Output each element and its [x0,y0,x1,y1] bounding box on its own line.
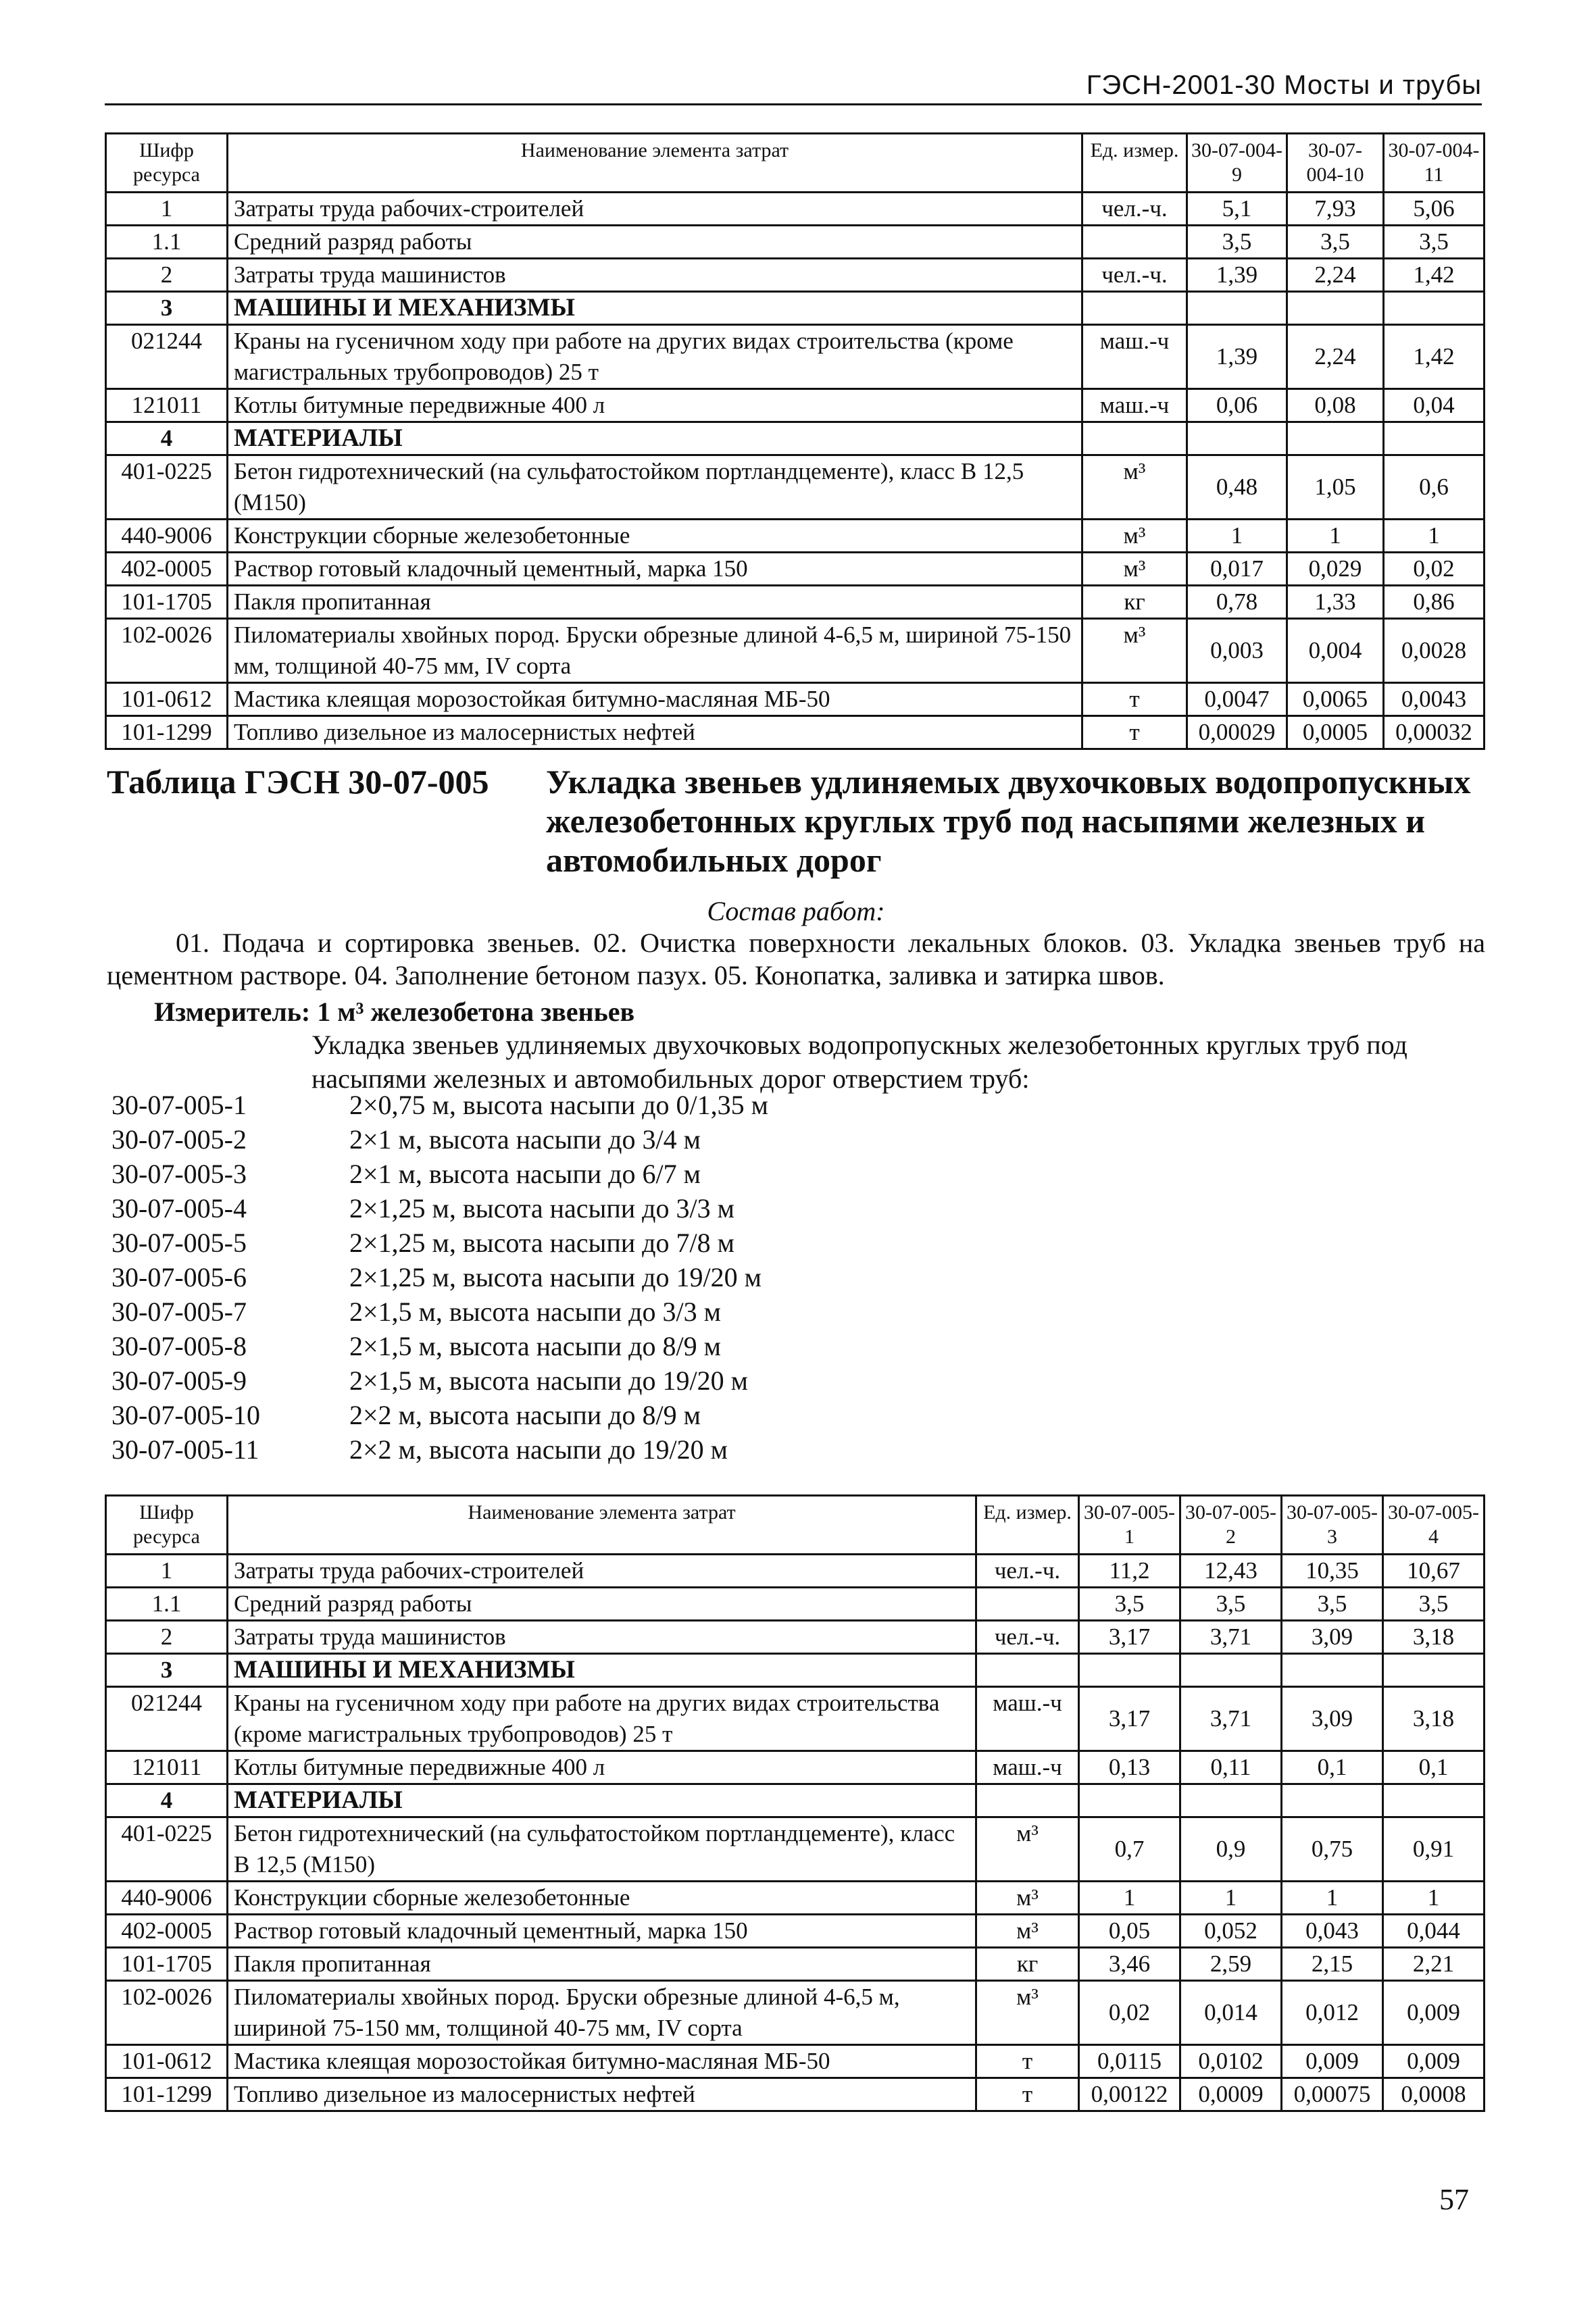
resource-code: 4 [106,1784,228,1817]
resource-code: 1 [106,1555,228,1588]
resource-value [1180,1784,1282,1817]
resource-name: МАТЕРИАЛЫ [228,1784,976,1817]
table-row [106,2078,1485,2111]
resource-value: 0,017 [1187,553,1287,586]
resource-unit: чел.-ч. [976,1555,1079,1588]
resource-code: 1.1 [106,226,228,259]
resource-name: Бетон гидротехнический (на сульфатостойком портландцементе), класс В 12,5 (М150) [228,1817,976,1882]
header-col: 30-07-004-11 [1384,134,1485,193]
resource-value: 0,00032 [1384,716,1485,749]
resource-unit: чел.-ч. [976,1621,1079,1654]
header-col: 30-07-005-2 [1180,1496,1282,1555]
resource-name: Пиломатериалы хвойных пород. Бруски обрезные длиной 4-6,5 м, шириной 75-150 мм, толщиной 40-75 мм, IV сорта [228,619,1082,683]
resource-value: 0,08 [1287,389,1384,422]
running-header: ГЭСН-2001-30 Мосты и трубы [105,70,1482,105]
resource-value: 1,42 [1384,325,1485,389]
resource-unit [1082,422,1187,455]
resource-table-005 [105,1494,1485,2112]
resource-value: 0,11 [1180,1751,1282,1784]
variant-desc: 2×1 м, высота насыпи до 3/4 м [349,1124,701,1155]
resource-value: 0,00075 [1282,2078,1383,2111]
resource-code: 3 [106,1654,228,1687]
resource-value [1079,1654,1180,1687]
resource-value: 0,91 [1383,1817,1485,1882]
resource-unit: т [1082,683,1187,716]
table-row [106,619,1485,683]
resource-value [1187,422,1287,455]
resource-value: 0,009 [1383,1981,1485,2045]
resource-value: 0,6 [1384,455,1485,520]
resource-value: 0,1 [1282,1751,1383,1784]
table-row [106,716,1485,749]
table-row [106,1621,1485,1654]
table-header-row [106,134,1485,193]
resource-unit: кг [976,1948,1079,1981]
table-row [106,389,1485,422]
table-row [106,1751,1485,1784]
resource-value: 3,5 [1187,226,1287,259]
resource-unit: маш.-ч [976,1687,1079,1751]
measurement-unit [107,996,634,1028]
resource-code: 121011 [106,389,228,422]
table-row [106,422,1485,455]
resource-value: 0,0005 [1287,716,1384,749]
resource-value: 1 [1383,1882,1485,1915]
resource-value: 0,00029 [1187,716,1287,749]
resource-code: 401-0225 [106,455,228,520]
table-row [106,325,1485,389]
variant-desc: 2×1,25 м, высота насыпи до 7/8 м [349,1228,734,1258]
resource-code: 2 [106,259,228,292]
resource-unit: т [1082,716,1187,749]
resource-value: 0,003 [1187,619,1287,683]
resource-unit: м³ [976,1981,1079,2045]
resource-value: 0,02 [1079,1981,1180,2045]
resource-code: 021244 [106,325,228,389]
resource-value: 11,2 [1079,1555,1180,1588]
resource-name: Топливо дизельное из малосернистых нефтей [228,2078,976,2111]
resource-value: 0,0065 [1287,683,1384,716]
resource-value: 1,42 [1384,259,1485,292]
variant-code: 30-07-005-9 [111,1365,247,1396]
resource-value [1282,1654,1383,1687]
table-row [106,1882,1485,1915]
works-heading: Состав работ: [707,896,885,926]
resource-name: Конструкции сборные железобетонные [228,1882,976,1915]
resource-value [1383,1784,1485,1817]
resource-value: 0,012 [1282,1981,1383,2045]
resource-value: 0,48 [1187,455,1287,520]
resource-unit [1082,226,1187,259]
resource-name: Конструкции сборные железобетонные [228,520,1082,553]
resource-code: 101-1299 [106,2078,228,2111]
resource-value: 3,18 [1383,1687,1485,1751]
header-code: Шифр ресурса [106,134,228,193]
intro-text: Укладка звеньев удлиняемых двухочковых водопропускных железобетонных круглых труб под насыпями железных и автомобильных дорог отверстием труб: [311,1030,1407,1094]
variant-code: 30-07-005-7 [111,1297,247,1327]
resource-value: 3,09 [1282,1621,1383,1654]
resource-value: 3,46 [1079,1948,1180,1981]
table-row [106,683,1485,716]
resource-code: 2 [106,1621,228,1654]
resource-value: 2,21 [1383,1948,1485,1981]
header-name: Наименование элемента затрат [228,134,1082,193]
resource-value: 3,5 [1180,1588,1282,1621]
resource-unit: м³ [976,1915,1079,1948]
resource-code: 101-1705 [106,1948,228,1981]
header-code: Шифр ресурса [106,1496,228,1555]
resource-name: Затраты труда машинистов [228,1621,976,1654]
resource-unit: чел.-ч. [1082,193,1187,226]
variant-desc: 2×1,5 м, высота насыпи до 3/3 м [349,1297,721,1327]
resource-code: 401-0225 [106,1817,228,1882]
resource-value: 0,0028 [1384,619,1485,683]
resource-value: 7,93 [1287,193,1384,226]
resource-unit [976,1784,1079,1817]
resource-value: 2,24 [1287,325,1384,389]
resource-value: 10,67 [1383,1555,1485,1588]
resource-value: 3,71 [1180,1621,1282,1654]
resource-code: 121011 [106,1751,228,1784]
resource-unit: чел.-ч. [1082,259,1187,292]
table-row [106,1948,1485,1981]
resource-value: 2,15 [1282,1948,1383,1981]
resource-code: 440-9006 [106,1882,228,1915]
resource-value: 5,1 [1187,193,1287,226]
header-name: Наименование элемента затрат [228,1496,976,1555]
variant-desc: 2×1,5 м, высота насыпи до 8/9 м [349,1331,721,1361]
table-header-row [106,1496,1485,1555]
resource-value: 10,35 [1282,1555,1383,1588]
resource-unit: м³ [1082,553,1187,586]
resource-value: 3,71 [1180,1687,1282,1751]
resource-unit: маш.-ч [1082,389,1187,422]
resource-value [1287,422,1384,455]
variant-desc: 2×1 м, высота насыпи до 6/7 м [349,1159,701,1189]
variant-desc: 2×2 м, высота насыпи до 8/9 м [349,1400,701,1430]
resource-value: 0,75 [1282,1817,1383,1882]
resource-name: Средний разряд работы [228,226,1082,259]
resource-value [1282,1784,1383,1817]
variant-code: 30-07-005-11 [111,1434,259,1465]
resource-unit: т [976,2078,1079,2111]
resource-name: Пакля пропитанная [228,586,1082,619]
resource-name: МАТЕРИАЛЫ [228,422,1082,455]
resource-value: 3,18 [1383,1621,1485,1654]
resource-value: 0,06 [1187,389,1287,422]
resource-value: 0,04 [1384,389,1485,422]
resource-value: 0,78 [1187,586,1287,619]
resource-name: Раствор готовый кладочный цементный, марка 150 [228,553,1082,586]
resource-value: 0,029 [1287,553,1384,586]
resource-unit: м³ [1082,619,1187,683]
variant-code: 30-07-005-6 [111,1262,247,1292]
resource-value: 0,009 [1282,2045,1383,2078]
table-row [106,2045,1485,2078]
resource-code: 402-0005 [106,553,228,586]
header-col: 30-07-004-10 [1287,134,1384,193]
resource-value: 1 [1180,1882,1282,1915]
resource-unit: м³ [976,1817,1079,1882]
resource-code: 102-0026 [106,619,228,683]
variant-desc: 2×0,75 м, высота насыпи до 0/1,35 м [349,1090,768,1120]
resource-value: 0,0009 [1180,2078,1282,2111]
resource-value: 1 [1187,520,1287,553]
table-row [106,1588,1485,1621]
variant-code: 30-07-005-5 [111,1228,247,1258]
resource-name: МАШИНЫ И МЕХАНИЗМЫ [228,1654,976,1687]
table-row [106,1915,1485,1948]
resource-value: 3,5 [1384,226,1485,259]
variant-code: 30-07-005-1 [111,1090,247,1120]
variant-code: 30-07-005-4 [111,1193,247,1224]
resource-value: 1 [1287,520,1384,553]
table-row [106,586,1485,619]
resource-code: 101-0612 [106,683,228,716]
resource-unit [976,1588,1079,1621]
variant-code: 30-07-005-10 [111,1400,260,1430]
table-row [106,292,1485,325]
measurement-unit-text: Измеритель: 1 м³ железобетона звеньев [154,997,635,1027]
resource-value: 1,39 [1187,259,1287,292]
header-col: 30-07-005-4 [1383,1496,1485,1555]
table-row [106,455,1485,520]
resource-value: 1 [1282,1882,1383,1915]
resource-value: 3,09 [1282,1687,1383,1751]
table-title: Укладка звеньев удлиняемых двухочковых водопропускных железобетонных круглых труб под насыпями железных и автомобильных дорог [546,763,1471,879]
resource-value: 3,5 [1383,1588,1485,1621]
variant-desc: 2×2 м, высота насыпи до 19/20 м [349,1434,728,1465]
resource-value: 0,00122 [1079,2078,1180,2111]
resource-unit: кг [1082,586,1187,619]
resource-code: 1.1 [106,1588,228,1621]
resource-value: 1 [1079,1882,1180,1915]
resource-value: 0,1 [1383,1751,1485,1784]
table-row [106,1981,1485,2045]
resource-value [1180,1654,1282,1687]
resource-value [1383,1654,1485,1687]
variant-code: 30-07-005-3 [111,1159,247,1189]
variant-desc: 2×1,25 м, высота насыпи до 19/20 м [349,1262,762,1292]
table-row [106,553,1485,586]
resource-name: Затраты труда рабочих-строителей [228,193,1082,226]
resource-unit [976,1654,1079,1687]
resource-value: 1,39 [1187,325,1287,389]
resource-name: Средний разряд работы [228,1588,976,1621]
resource-unit: м³ [1082,455,1187,520]
variant-desc: 2×1,25 м, высота насыпи до 3/3 м [349,1193,734,1224]
resource-code: 101-1299 [106,716,228,749]
resource-value: 0,052 [1180,1915,1282,1948]
resource-name: Мастика клеящая морозостойкая битумно-масляная МБ-50 [228,683,1082,716]
resource-name: Бетон гидротехнический (на сульфатостойком портландцементе), класс В 12,5 (М150) [228,455,1082,520]
resource-name: Пиломатериалы хвойных пород. Бруски обрезные длиной 4-6,5 м, шириной 75-150 мм, толщиной 40-75 мм, IV сорта [228,1981,976,2045]
resource-value: 3,5 [1079,1588,1180,1621]
resource-value: 0,044 [1383,1915,1485,1948]
resource-code: 101-0612 [106,2045,228,2078]
table-row [106,520,1485,553]
resource-value: 0,0102 [1180,2045,1282,2078]
resource-name: Затраты труда рабочих-строителей [228,1555,976,1588]
resource-code: 102-0026 [106,1981,228,2045]
resource-name: МАШИНЫ И МЕХАНИЗМЫ [228,292,1082,325]
resource-value [1384,292,1485,325]
resource-value: 0,0047 [1187,683,1287,716]
header-col: 30-07-004-9 [1187,134,1287,193]
table-row [106,193,1485,226]
resource-name: Котлы битумные передвижные 400 л [228,1751,976,1784]
resource-value: 0,009 [1383,2045,1485,2078]
resource-value: 3,5 [1282,1588,1383,1621]
variant-code: 30-07-005-2 [111,1124,247,1155]
resource-unit: м³ [976,1882,1079,1915]
resource-value: 1,05 [1287,455,1384,520]
resource-value [1187,292,1287,325]
header-col: 30-07-005-3 [1282,1496,1383,1555]
resource-value: 0,004 [1287,619,1384,683]
resource-unit [1082,292,1187,325]
resource-table-004 [105,132,1485,750]
resource-name: Раствор готовый кладочный цементный, марка 150 [228,1915,976,1948]
header-col: 30-07-005-1 [1079,1496,1180,1555]
header-unit: Ед. измер. [976,1496,1079,1555]
resource-unit: маш.-ч [976,1751,1079,1784]
resource-name: Мастика клеящая морозостойкая битумно-масляная МБ-50 [228,2045,976,2078]
resource-code: 440-9006 [106,520,228,553]
resource-value: 0,014 [1180,1981,1282,2045]
resource-value: 0,86 [1384,586,1485,619]
resource-value: 3,17 [1079,1687,1180,1751]
resource-value: 0,02 [1384,553,1485,586]
resource-value: 5,06 [1384,193,1485,226]
works-text: 01. Подача и сортировка звеньев. 02. Очистка поверхности лекальных блоков. 03. Укладка звеньев труб на цементном растворе. 04. Заполнение бетоном пазух. 05. Конопатка, заливка и затирка швов. [107,928,1485,990]
header-unit: Ед. измер. [1082,134,1187,193]
table-row [106,1784,1485,1817]
resource-value: 0,0008 [1383,2078,1485,2111]
resource-value: 12,43 [1180,1555,1282,1588]
resource-code: 402-0005 [106,1915,228,1948]
resource-value: 2,24 [1287,259,1384,292]
table-row [106,1817,1485,1882]
resource-value: 3,5 [1287,226,1384,259]
resource-name: Пакля пропитанная [228,1948,976,1981]
table-label: Таблица ГЭСН 30-07-005 [107,763,489,801]
resource-value: 2,59 [1180,1948,1282,1981]
resource-value [1384,422,1485,455]
table-row [106,226,1485,259]
resource-value [1287,292,1384,325]
resource-name: Котлы битумные передвижные 400 л [228,389,1082,422]
variant-code: 30-07-005-8 [111,1331,247,1361]
resource-name: Топливо дизельное из малосернистых нефтей [228,716,1082,749]
resource-unit: м³ [1082,520,1187,553]
page-number: 57 [1439,2183,1469,2216]
resource-value: 1,33 [1287,586,1384,619]
resource-value: 0,0115 [1079,2045,1180,2078]
table-row [106,1687,1485,1751]
variant-desc: 2×1,5 м, высота насыпи до 19/20 м [349,1365,748,1396]
resource-value: 3,17 [1079,1621,1180,1654]
resource-value: 0,043 [1282,1915,1383,1948]
resource-name: Краны на гусеничном ходу при работе на других видах строительства (кроме магистральных трубопроводов) 25 т [228,325,1082,389]
resource-code: 101-1705 [106,586,228,619]
resource-code: 3 [106,292,228,325]
resource-value: 0,13 [1079,1751,1180,1784]
resource-value: 0,05 [1079,1915,1180,1948]
resource-value: 0,0043 [1384,683,1485,716]
resource-value [1079,1784,1180,1817]
resource-name: Краны на гусеничном ходу при работе на других видах строительства (кроме магистральных трубопроводов) 25 т [228,1687,976,1751]
resource-code: 4 [106,422,228,455]
resource-value: 1 [1384,520,1485,553]
resource-unit: т [976,2045,1079,2078]
table-row [106,259,1485,292]
resource-unit: маш.-ч [1082,325,1187,389]
resource-code: 021244 [106,1687,228,1751]
resource-value: 0,9 [1180,1817,1282,1882]
resource-name: Затраты труда машинистов [228,259,1082,292]
table-row [106,1555,1485,1588]
resource-code: 1 [106,193,228,226]
resource-value: 0,7 [1079,1817,1180,1882]
table-row [106,1654,1485,1687]
